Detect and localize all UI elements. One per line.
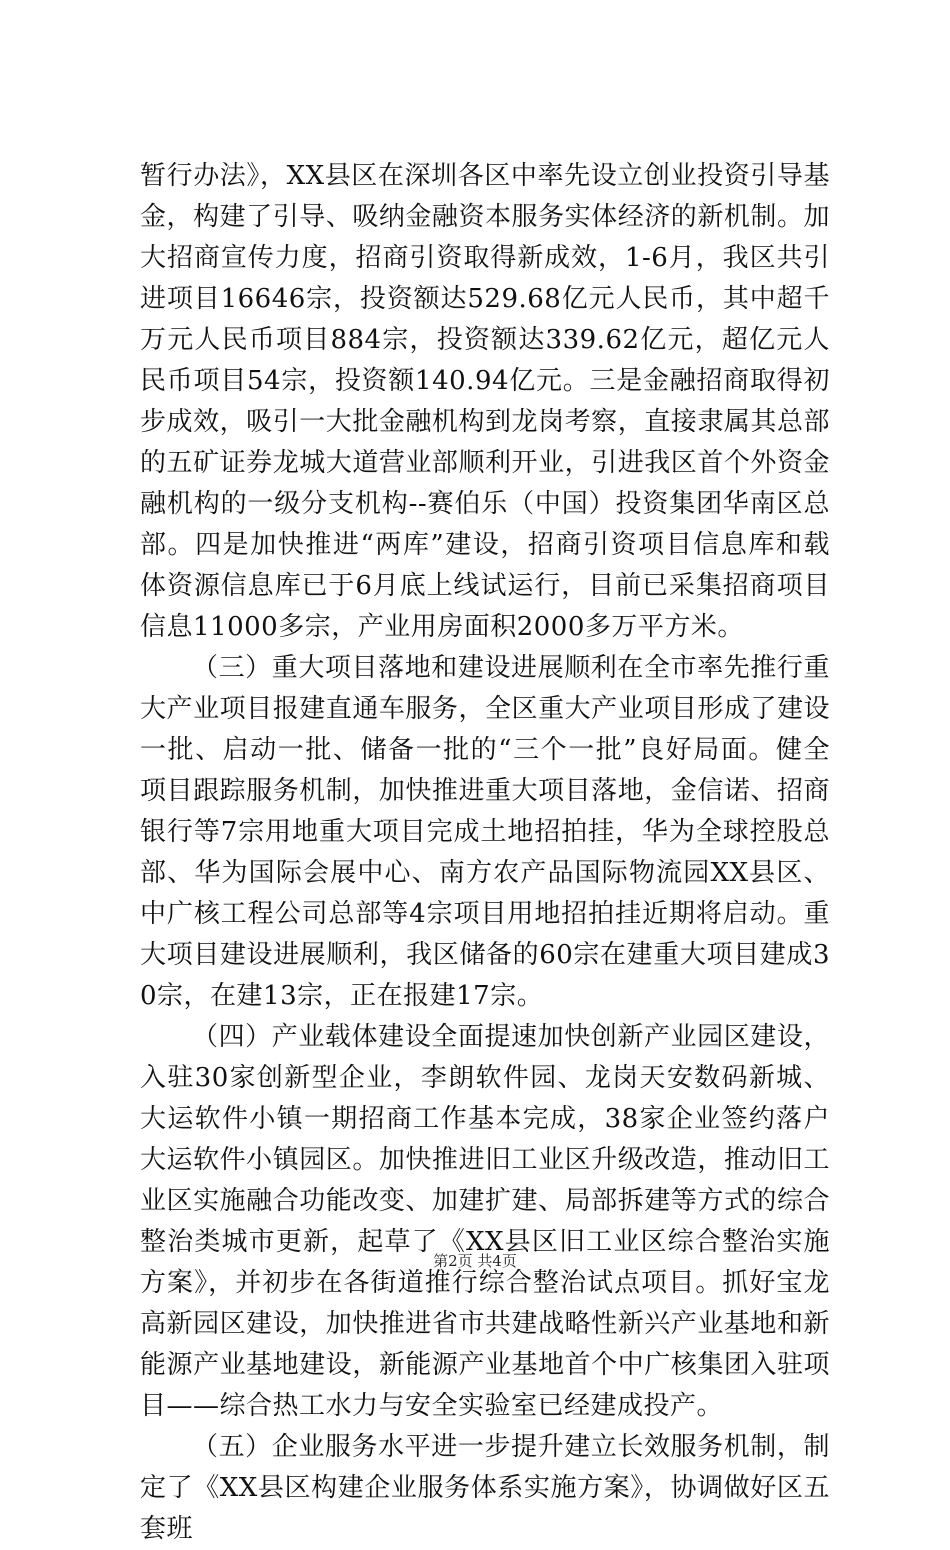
page-number-footer: 第2页 共4页 — [433, 1252, 517, 1270]
paragraph-major-projects: （三）重大项目落地和建设进展顺利在全市率先推行重大产业项目报建直通车服务，全区重大产业项目形成了建设一批、启动一批、储备一批的“三个一批”良好局面。健全项目跟踪服务机制，加快推进重大项目落地，金信诺、招商银行等7宗用地重大项目完成土地招拍挂，华为全球控股总部、华为国际会展中心、南方农产品国际物流园XX县区、中广核工程公司总部等4宗项目用地招拍挂近期将启动。重大项目建设进展顺利，我区储备的60宗在建重大项目建成30宗，在建13宗，正在报建17宗。 — [140, 653, 830, 1011]
paragraph-investment-promotion: 暂行办法》，XX县区在深圳各区中率先设立创业投资引导基金，构建了引导、吸纳金融资本服务实体经济的新机制。加大招商宣传力度，招商引资取得新成效，1-6月，我区共引进项目16646宗，投资额达529.68亿元人民币，其中超千万元人民币项目884宗，投资额达339.62亿元，超亿元人民币项目54宗，投资额140.94亿元。三是金融招商取得初步成效，吸引一大批金融机构到龙岗考察，直接隶属其总部的五矿证券龙城大道营业部顺利开业，引进我区首个外资金融机构的一级分支机构--赛伯乐（中国）投资集团华南区总部。四是加快推进“两库”建设，招商引资项目信息库和载体资源信息库已于6月底上线试运行，目前已采集招商项目信息11000多宗，产业用房面积2000多万平方米。 — [140, 161, 830, 642]
document-body — [140, 156, 830, 1550]
paragraph-industrial-carriers: （四）产业载体建设全面提速加快创新产业园区建设，入驻30家创新型企业，李朗软件园、龙岗天安数码新城、大运软件小镇一期招商工作基本完成，38家企业签约落户大运软件小镇园区。加快推进旧工业区升级改造，推动旧工业区实施融合功能改变、加建扩建、局部拆建等方式的综合整治类城市更新，起草了《XX县区旧工业区综合整治实施方案》，并初步在各街道推行综合整治试点项目。抓好宝龙高新园区建设，加快推进省市共建战略性新兴产业基地和新能源产业基地建设，新能源产业基地首个中广核集团入驻项目——综合热工水力与安全实验室已经建成投产。 — [140, 1022, 830, 1421]
paragraph-enterprise-services: （五）企业服务水平进一步提升建立长效服务机制，制定了《XX县区构建企业服务体系实施方案》，协调做好区五套班 — [140, 1432, 830, 1544]
